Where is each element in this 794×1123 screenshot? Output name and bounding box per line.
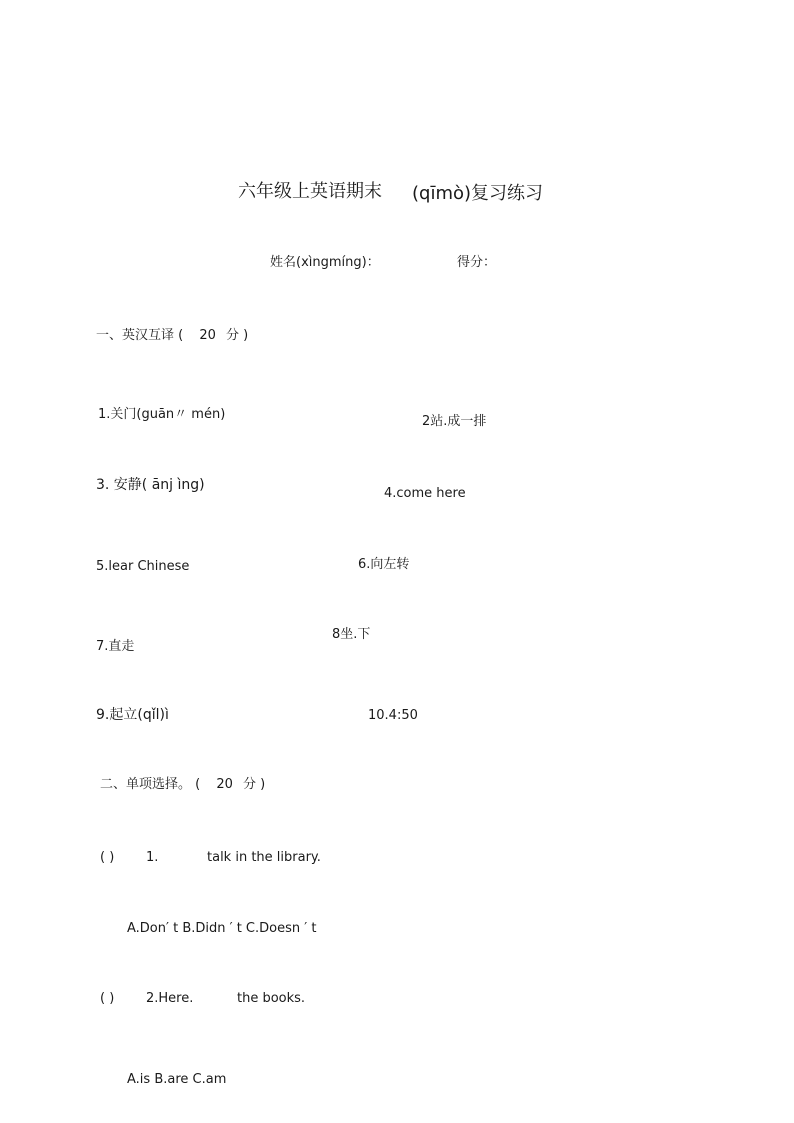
section1-unit: 分 ) bbox=[226, 328, 249, 343]
translate-item-3: 3. 安静( ānj ìng) bbox=[96, 477, 205, 493]
section2-unit: 分 ) bbox=[243, 777, 266, 792]
section2-label: 二、单项选择。 ( bbox=[100, 777, 201, 792]
translate-item-6: 6.向左转 bbox=[358, 557, 410, 572]
title-pinyin: (qīmò)复习练习 bbox=[412, 183, 544, 204]
question-1-number: 1. bbox=[146, 850, 159, 865]
score-label: 得分： bbox=[457, 255, 497, 270]
title-main: 六年级上英语期末 bbox=[238, 181, 382, 202]
question-2-text: the books. bbox=[237, 991, 306, 1006]
section1-points: 20 bbox=[199, 328, 216, 343]
section1-label: 一、英汉互译 ( bbox=[96, 328, 184, 343]
name-label: 姓名(xìngmíng)： bbox=[270, 255, 380, 270]
translate-item-10: 10.4:50 bbox=[368, 708, 418, 723]
question-2-paren: ( ) bbox=[100, 991, 115, 1006]
section1-heading bbox=[96, 329, 248, 342]
page-title bbox=[238, 183, 382, 201]
section2-heading bbox=[100, 778, 265, 791]
translate-item-2: 2站.成一排 bbox=[422, 414, 487, 429]
translate-item-8: 8坐.下 bbox=[332, 627, 371, 642]
question-2-number: 2.Here. bbox=[146, 991, 194, 1006]
question-1-options: A.Don′ t B.Didn ′ t C.Doesn ′ t bbox=[127, 921, 317, 936]
translate-item-9: 9.起立(qǐl)ì bbox=[96, 707, 169, 723]
page-title-pinyin bbox=[412, 185, 543, 203]
translate-item-5: 5.lear Chinese bbox=[96, 559, 190, 574]
question-1-paren: ( ) bbox=[100, 850, 115, 865]
translate-item-7: 7.直走 bbox=[96, 639, 135, 654]
question-2-options: A.is B.are C.am bbox=[127, 1072, 227, 1087]
translate-item-1: 1.关门(guān〃 mén) bbox=[98, 407, 226, 422]
translate-item-4: 4.come here bbox=[384, 486, 466, 501]
section2-points: 20 bbox=[216, 777, 233, 792]
question-1-text: talk in the library. bbox=[207, 850, 321, 865]
